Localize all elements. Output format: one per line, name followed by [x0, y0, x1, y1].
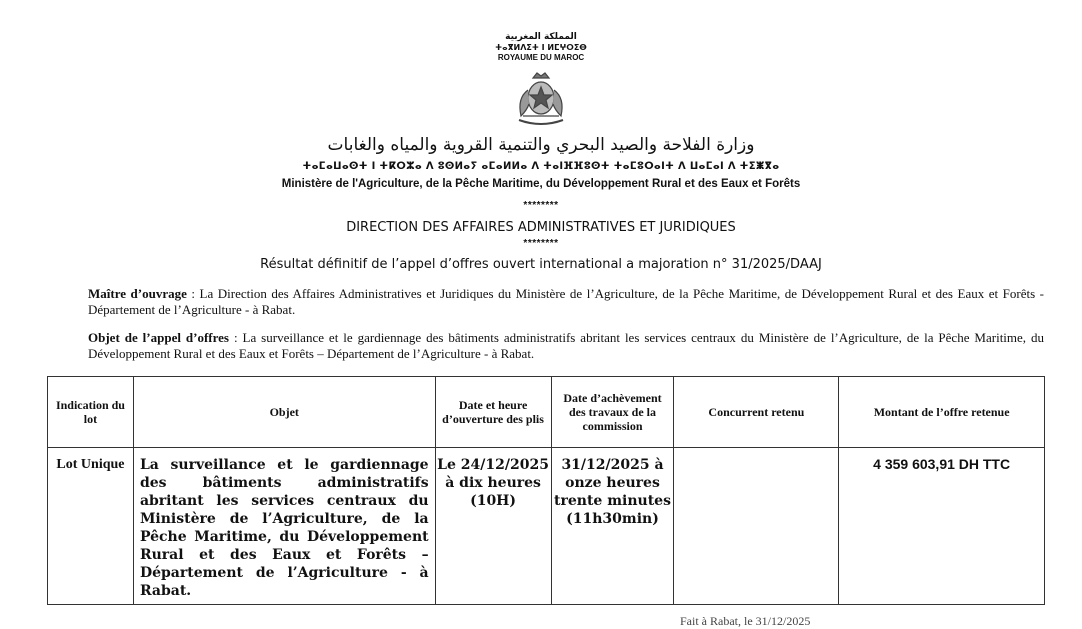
- maitre-ouvrage-paragraph: [88, 286, 1044, 318]
- separator-stars-2: ********: [523, 238, 559, 249]
- cell-objet: La surveillance et le gardiennage des bâtiments administratifs abritant les services centraux du Ministère de l’Agriculture, de la Pêche Maritime, du Développement Rural et des Eaux et Forêts – Département de l’Agriculture - à Rabat.: [133, 448, 435, 605]
- kingdom-french: ROYAUME DU MAROC: [497, 53, 585, 62]
- header-montant: Montant de l’offre retenue: [839, 377, 1045, 448]
- header-date-achevement: Date d’achèvement des travaux de la commission: [551, 377, 674, 448]
- header-objet: Objet: [133, 377, 435, 448]
- ministry-tifinagh: ⵜⴰⵎⴰⵡⴰⵙⵜ ⵏ ⵜⴽⵔⵣⴰ ⴷ ⵓⵙⵍⴰⵢ ⴰⵎⴰⵍⵍⴰ ⴷ ⵜⴰⵏⴼⴼⵓⵙⵜ ⵜⴰⵎⵓⵔⴰⵏⵜ ⴷ ⵡⴰⵎⴰⵏ ⴷ ⵜⵉⵥⴳⴰ: [302, 161, 780, 172]
- results-table: [47, 376, 1045, 605]
- cell-date-achevement: 31/12/2025 à onze heures trente minutes (11h30min): [551, 448, 674, 605]
- objet-appel-paragraph: [88, 330, 1044, 362]
- footer-signature-line: Fait à Rabat, le 31/12/2025: [680, 614, 811, 628]
- table-header-row: [48, 377, 1045, 448]
- cell-concurrent: [674, 448, 839, 605]
- direction-title: DIRECTION DES AFFAIRES ADMINISTRATIVES ET JURIDIQUES: [346, 220, 736, 235]
- objet-appel-text: : La surveillance et le gardiennage des bâtiments administratifs abritant les services centraux du Ministère de l’Agriculture, de la Pêche Maritime, du Développement Rural et des Eaux et Forêts – Département de l’Agriculture - à Rabat.: [88, 330, 1045, 361]
- header-date-ouverture: Date et heure d’ouverture des plis: [435, 377, 551, 448]
- kingdom-arabic: المملكة المغربية: [505, 32, 577, 42]
- header-concurrent: Concurrent retenu: [674, 377, 839, 448]
- table-row: [48, 448, 1045, 605]
- royal-emblem-icon: [509, 70, 573, 130]
- ministry-arabic: وزارة الفلاحة والصيد البحري والتنمية القروية والمياه والغابات: [327, 135, 755, 155]
- objet-appel-label: Objet de l’appel d’offres: [88, 330, 229, 345]
- header-lot: Indication du lot: [48, 377, 134, 448]
- cell-montant: 4 359 603,91 DH TTC: [839, 448, 1045, 605]
- separator-stars: ********: [523, 200, 559, 211]
- kingdom-tifinagh: ⵜⴰⴳⵍⴷⵉⵜ ⵏ ⵍⵎⵖⵔⵉⴱ: [495, 43, 587, 52]
- ministry-french: Ministère de l'Agriculture, de la Pêche Maritime, du Développement Rural et des Eaux et Forêts: [281, 178, 801, 190]
- maitre-ouvrage-label: Maître d’ouvrage: [88, 286, 187, 301]
- cell-lot: Lot Unique: [48, 448, 134, 605]
- maitre-ouvrage-text: : La Direction des Affaires Administratives et Juridiques du Ministère de l’Agriculture, de la Pêche Maritime, de Développement Rural et des Eaux et Forêts -Département de l’Agriculture - à Rabat.: [88, 286, 1044, 317]
- cell-date-ouverture: Le 24/12/2025 à dix heures (10H): [435, 448, 551, 605]
- result-title: Résultat définitif de l’appel d’offres ouvert international a majoration n° 31/2025/DAAJ: [260, 257, 822, 272]
